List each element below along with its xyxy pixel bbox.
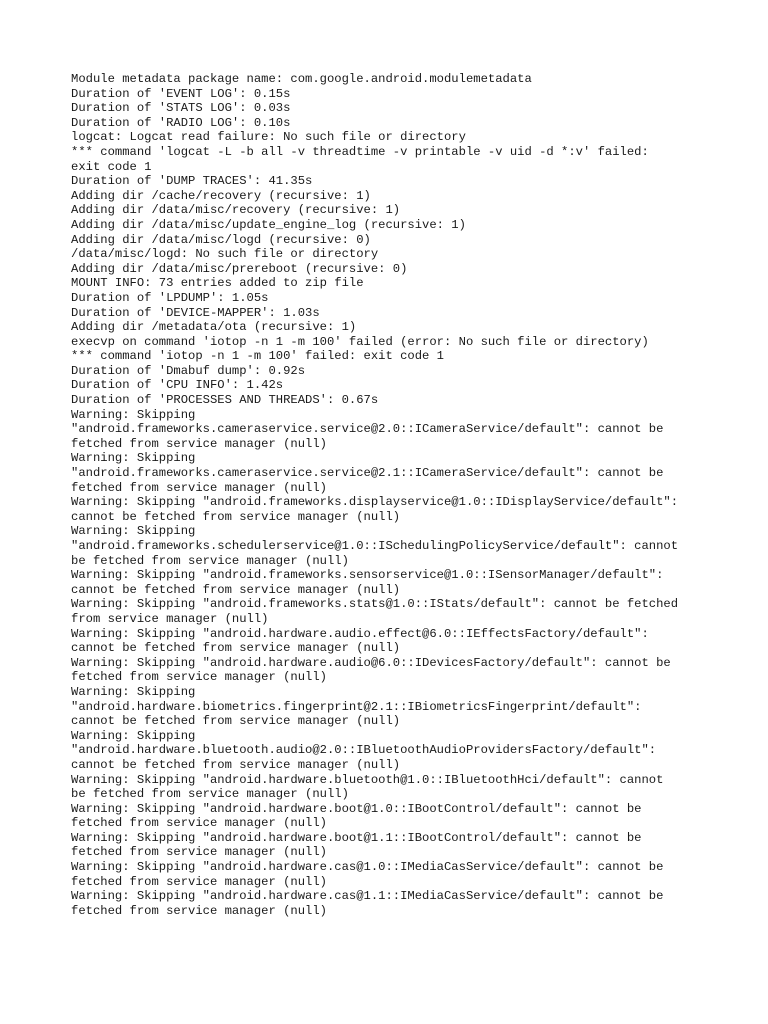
log-line: Adding dir /data/misc/recovery (recursive: 1) bbox=[71, 203, 401, 218]
log-line: cannot be fetched from service manager (null) bbox=[71, 641, 401, 656]
log-line: "android.frameworks.cameraservice.service@2.1::ICameraService/default": cannot be bbox=[71, 466, 664, 481]
log-line: fetched from service manager (null) bbox=[71, 845, 327, 860]
log-line: Warning: Skipping bbox=[71, 728, 196, 743]
log-line: Adding dir /cache/recovery (recursive: 1) bbox=[71, 188, 371, 203]
log-line: cannot be fetched from service manager (null) bbox=[71, 757, 401, 772]
log-line: Warning: Skipping "android.frameworks.sensorservice@1.0::ISensorManager/default": bbox=[71, 568, 664, 583]
log-line: Duration of 'PROCESSES AND THREADS': 0.67s bbox=[71, 393, 379, 408]
log-line: from service manager (null) bbox=[71, 611, 269, 626]
log-line: Duration of 'Dmabuf dump': 0.92s bbox=[71, 363, 306, 378]
log-line: "android.frameworks.schedulerservice@1.0::ISchedulingPolicyService/default": cannot bbox=[71, 539, 679, 553]
log-line: Warning: Skipping "android.hardware.boot@1.1::IBootControl/default": cannot be bbox=[71, 830, 642, 845]
log-line: fetched from service manager (null) bbox=[71, 874, 327, 889]
log-line: cannot be fetched from service manager (null) bbox=[71, 714, 401, 729]
log-line: Warning: Skipping bbox=[71, 524, 196, 539]
log-line: Warning: Skipping bbox=[71, 684, 196, 699]
log-line: Warning: Skipping "android.hardware.cas@1.1::IMediaCasService/default": cannot be bbox=[71, 889, 664, 904]
log-line: Duration of 'LPDUMP': 1.05s bbox=[71, 290, 269, 305]
log-line: "android.frameworks.cameraservice.service@2.0::ICameraService/default": cannot be bbox=[71, 422, 664, 437]
log-line: cannot be fetched from service manager (null) bbox=[71, 582, 401, 597]
log-line: /data/misc/logd: No such file or directory bbox=[71, 247, 379, 262]
log-line: exit code 1 bbox=[71, 159, 152, 174]
log-line: Warning: Skipping bbox=[71, 451, 196, 466]
log-line: *** command 'iotop -n 1 -m 100' failed: exit code 1 bbox=[71, 349, 444, 364]
log-line: Module metadata package name: com.google.android.modulemetadata bbox=[71, 72, 532, 86]
log-line: fetched from service manager (null) bbox=[71, 816, 327, 831]
log-line: Duration of 'DEVICE-MAPPER': 1.03s bbox=[71, 305, 320, 320]
log-line: Adding dir /data/misc/prereboot (recursive: 0) bbox=[71, 261, 408, 276]
log-line: Warning: Skipping "android.hardware.bluetooth@1.0::IBluetoothHci/default": cannot bbox=[71, 772, 664, 787]
log-line: be fetched from service manager (null) bbox=[71, 787, 349, 802]
log-line: Warning: Skipping "android.hardware.cas@1.0::IMediaCasService/default": cannot be bbox=[71, 860, 664, 875]
log-line: fetched from service manager (null) bbox=[71, 436, 327, 451]
log-line: Adding dir /data/misc/logd (recursive: 0) bbox=[71, 232, 371, 247]
log-line: Duration of 'CPU INFO': 1.42s bbox=[71, 378, 284, 393]
log-line: Warning: Skipping bbox=[71, 407, 196, 422]
log-line: be fetched from service manager (null) bbox=[71, 553, 349, 568]
log-line: Warning: Skipping "android.frameworks.stats@1.0::IStats/default": cannot be fetched bbox=[71, 597, 679, 612]
log-line: MOUNT INFO: 73 entries added to zip file bbox=[71, 276, 364, 291]
log-line: "android.hardware.biometrics.fingerprint@2.1::IBiometricsFingerprint/default": bbox=[71, 699, 642, 714]
log-line: Warning: Skipping "android.frameworks.displayservice@1.0::IDisplayService/default": bbox=[71, 495, 679, 510]
log-line: Adding dir /data/misc/update_engine_log (recursive: 1) bbox=[71, 217, 466, 232]
log-line: Duration of 'EVENT LOG': 0.15s bbox=[71, 86, 291, 101]
log-line: logcat: Logcat read failure: No such file or directory bbox=[71, 130, 466, 145]
log-line: fetched from service manager (null) bbox=[71, 480, 327, 495]
log-line: Warning: Skipping "android.hardware.audio@6.0::IDevicesFactory/default": cannot be bbox=[71, 655, 671, 670]
log-line: Warning: Skipping "android.hardware.boot@1.0::IBootControl/default": cannot be bbox=[71, 801, 642, 816]
log-line: fetched from service manager (null) bbox=[71, 903, 327, 918]
log-line: cannot be fetched from service manager (null) bbox=[71, 509, 401, 524]
log-line: *** command 'logcat -L -b all -v threadtime -v printable -v uid -d *:v' failed: bbox=[71, 144, 649, 159]
log-line: execvp on command 'iotop -n 1 -m 100' failed (error: No such file or directory) bbox=[71, 334, 649, 349]
log-line: Duration of 'DUMP TRACES': 41.35s bbox=[71, 174, 313, 189]
log-line: fetched from service manager (null) bbox=[71, 670, 327, 685]
log-line: Duration of 'STATS LOG': 0.03s bbox=[71, 101, 291, 116]
log-line: Warning: Skipping "android.hardware.audio.effect@6.0::IEffectsFactory/default": bbox=[71, 626, 649, 641]
log-line: "android.hardware.bluetooth.audio@2.0::IBluetoothAudioProvidersFactory/default": bbox=[71, 743, 657, 758]
log-line: Adding dir /metadata/ota (recursive: 1) bbox=[71, 320, 357, 335]
log-text-block bbox=[71, 72, 711, 918]
log-line: Duration of 'RADIO LOG': 0.10s bbox=[71, 115, 291, 130]
